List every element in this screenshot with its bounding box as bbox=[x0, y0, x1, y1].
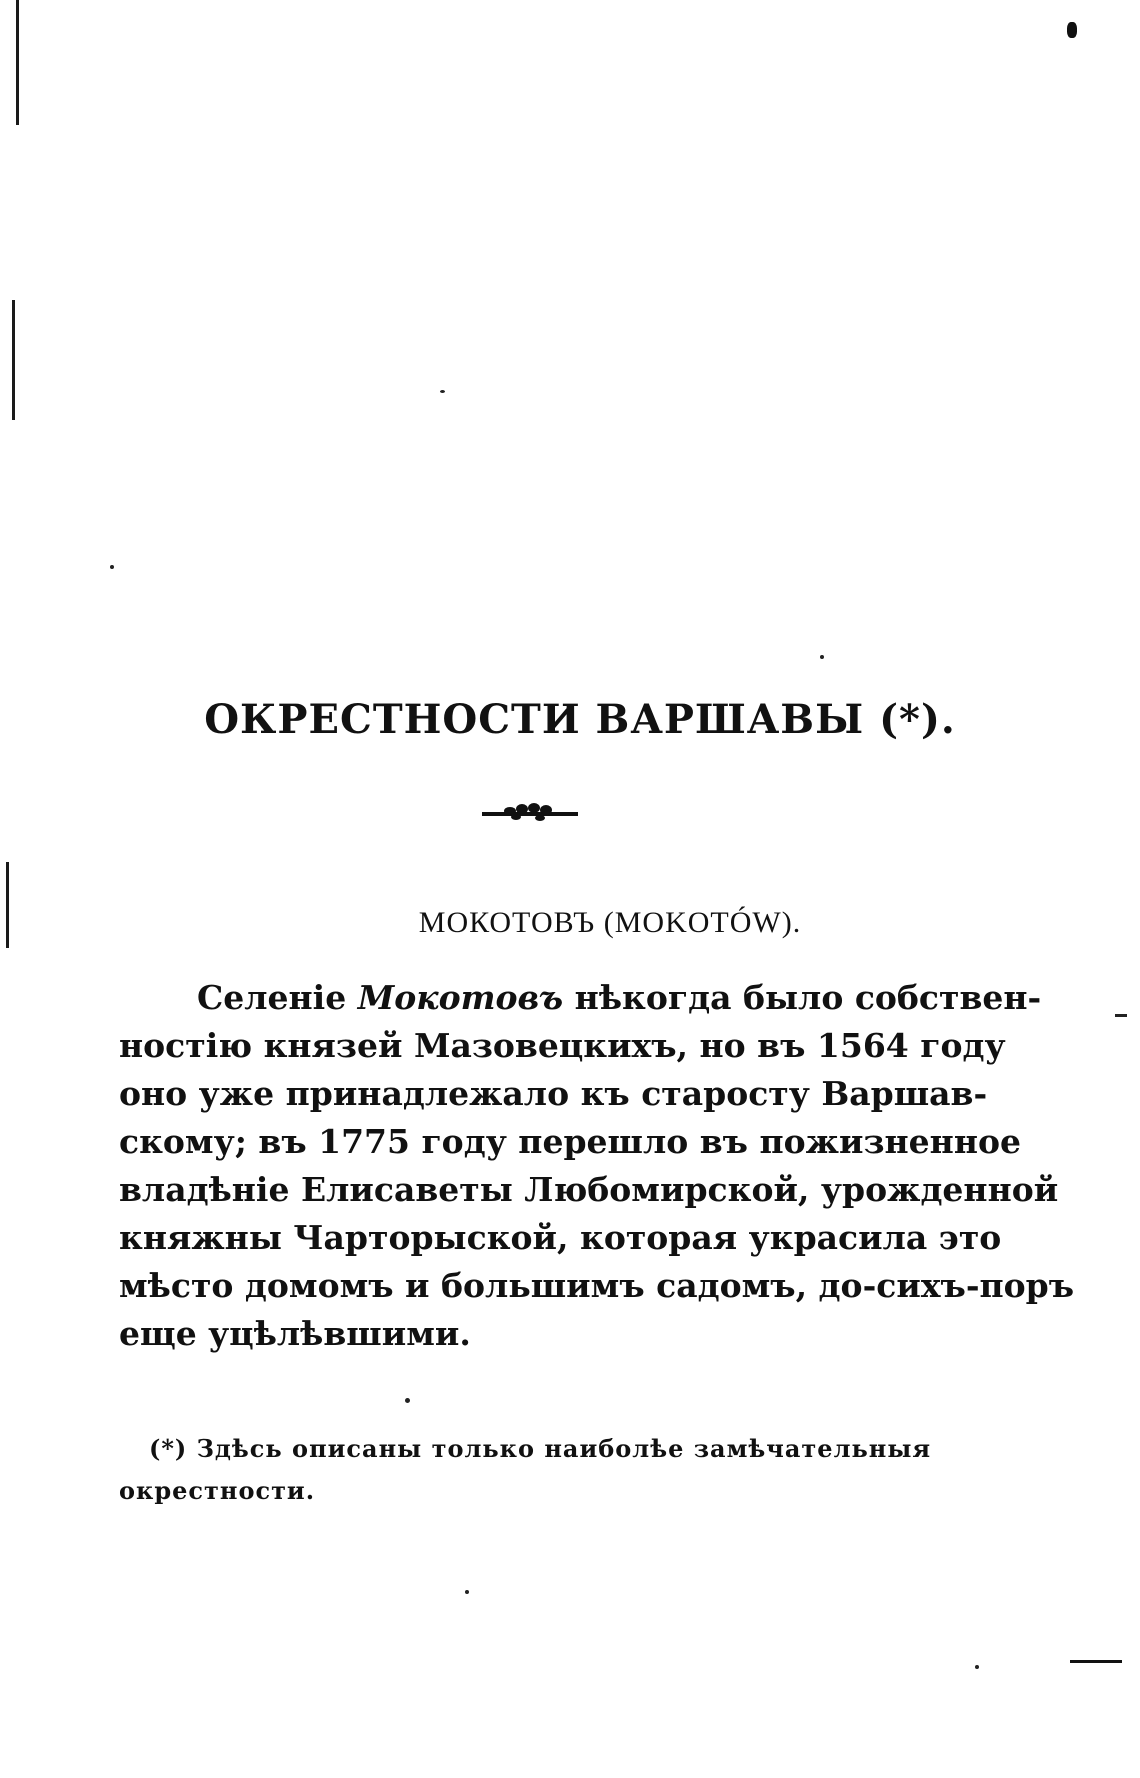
ornament-divider bbox=[480, 802, 580, 826]
scan-speck bbox=[820, 655, 824, 659]
scan-rule bbox=[1070, 1660, 1122, 1663]
paragraph-line: мѣсто домомъ и большимъ садомъ, до-сихъ-поръ bbox=[119, 1266, 1075, 1305]
scan-speck bbox=[405, 1398, 410, 1403]
scan-speck bbox=[465, 1590, 469, 1594]
body-paragraph bbox=[119, 974, 1075, 1358]
line-text: нѣкогда было собствен- bbox=[563, 978, 1042, 1017]
scan-speck bbox=[975, 1665, 979, 1669]
heading-text: ОКРЕСТНОСТИ ВАРШАВЫ (*). bbox=[204, 696, 956, 743]
scan-speck bbox=[440, 390, 445, 393]
line-text: Селеніе bbox=[197, 978, 358, 1017]
paragraph-line: владѣніе Елисаветы Любомирской, урожденной bbox=[119, 1170, 1059, 1209]
section-title-text: МОКОТОВЪ (MOKOTÓW). bbox=[418, 906, 802, 939]
page-heading bbox=[0, 696, 1140, 743]
scan-speck bbox=[1067, 22, 1077, 38]
footnote bbox=[119, 1428, 939, 1512]
scan-edge-line-mid bbox=[12, 300, 15, 420]
paragraph-line: оно уже принадлежало къ старосту Варшав- bbox=[119, 1074, 988, 1113]
section-title bbox=[0, 906, 1140, 940]
paragraph-line: княжны Чарторыской, которая украсила это bbox=[119, 1218, 1002, 1257]
footnote-line: окрестности. bbox=[119, 1476, 316, 1505]
paragraph-line: ностію князей Мазовецкихъ, но въ 1564 году bbox=[119, 1026, 1006, 1065]
paragraph-line bbox=[119, 974, 1042, 1022]
paragraph-line: скому; въ 1775 году перешло въ пожизненное bbox=[119, 1122, 1021, 1161]
footnote-line: (*) Здѣсь описаны только наиболѣе замѣчательныя bbox=[149, 1434, 932, 1463]
scan-edge-line-top bbox=[16, 0, 19, 125]
paragraph-line: еще уцѣлѣвшими. bbox=[119, 1314, 471, 1353]
place-name-italic: Мокотовъ bbox=[357, 978, 564, 1017]
scan-speck bbox=[1115, 1014, 1127, 1017]
scan-speck bbox=[110, 565, 114, 569]
